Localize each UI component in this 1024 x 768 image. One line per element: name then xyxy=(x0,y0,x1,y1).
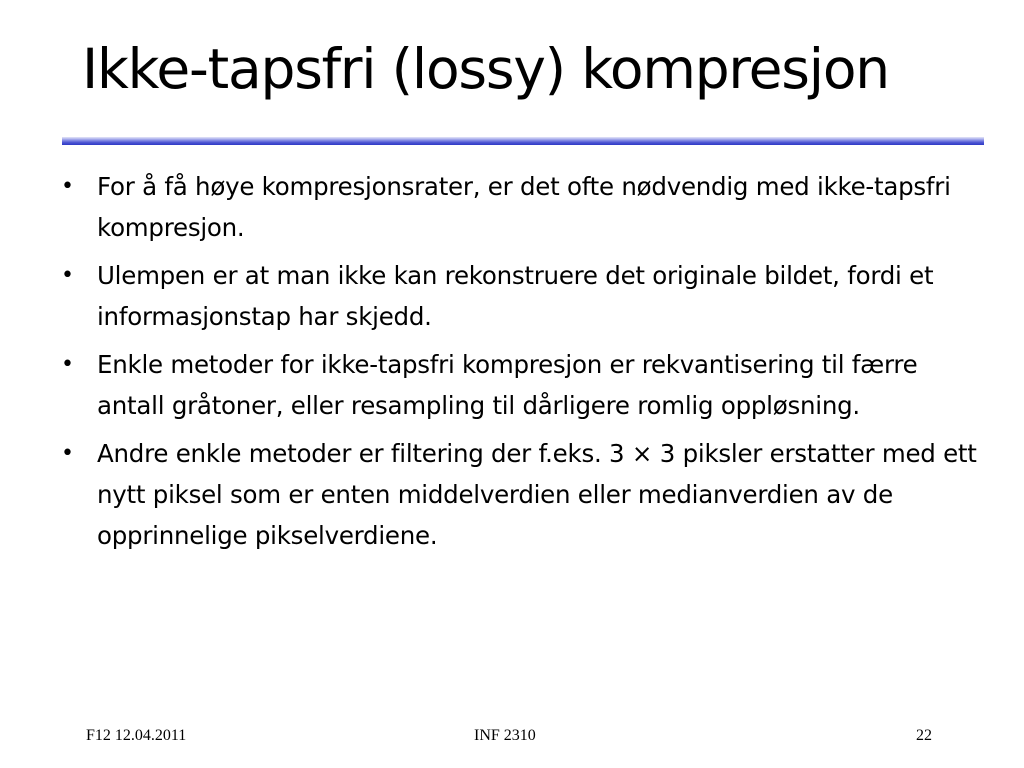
slide-title: Ikke-tapsfri (lossy) kompresjon xyxy=(82,37,889,101)
bullet-list xyxy=(60,166,990,563)
bullet-item xyxy=(60,166,990,248)
bullet-text: For å få høye kompresjonsrater, er det ofte nødvendig med ikke-tapsfri kompresjon. xyxy=(97,172,951,242)
bullet-text: Andre enkle metoder er filtering der f.eks. 3 × 3 piksler erstatter med ett nytt piksel som er enten middelverdien eller medianverdien av de opprinnelige pikselverdiene. xyxy=(97,439,977,550)
bullet-text: Enkle metoder for ikke-tapsfri kompresjon er rekvantisering til færre antall gråtoner, eller resampling til dårligere romlig oppløsning. xyxy=(97,350,918,420)
bullet-icon: • xyxy=(61,352,74,377)
bullet-item xyxy=(60,433,990,556)
bullet-item xyxy=(60,255,990,337)
footer-date: F12 12.04.2011 xyxy=(86,727,187,744)
bullet-icon: • xyxy=(61,263,74,288)
page-number: 22 xyxy=(916,727,932,744)
footer-course: INF 2310 xyxy=(474,727,536,744)
bullet-icon: • xyxy=(61,174,74,199)
bullet-text: Ulempen er at man ikke kan rekonstruere det originale bildet, fordi et informasjonstap har skjedd. xyxy=(97,261,934,331)
bullet-item xyxy=(60,344,990,426)
title-underline xyxy=(62,137,984,145)
bullet-icon: • xyxy=(61,441,74,466)
